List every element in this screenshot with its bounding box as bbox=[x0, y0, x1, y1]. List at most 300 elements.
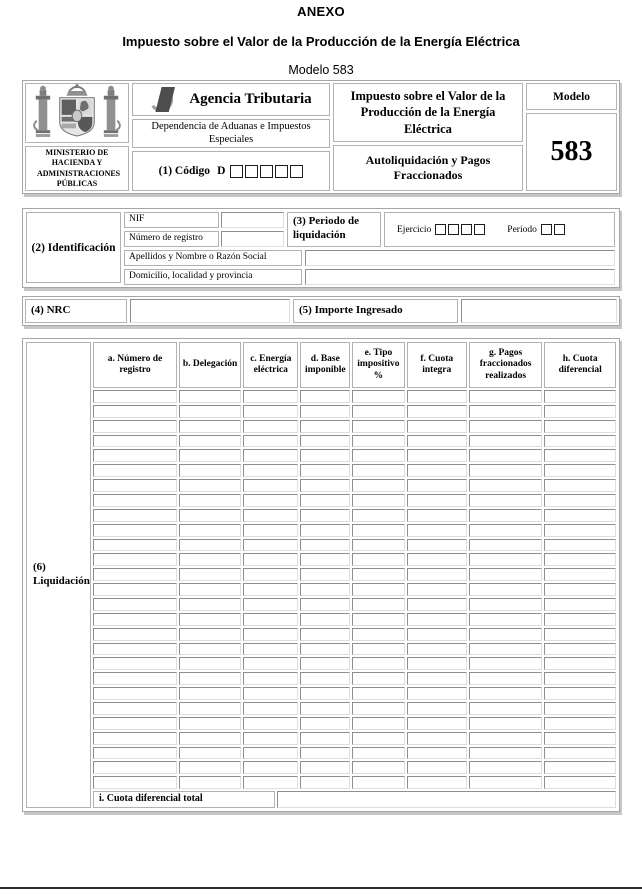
liquidacion-cell-r16-b[interactable] bbox=[179, 613, 241, 626]
liquidacion-cell-r15-d[interactable] bbox=[300, 598, 350, 611]
codigo-box-4[interactable] bbox=[275, 165, 288, 178]
periodo-box-1[interactable] bbox=[541, 224, 552, 235]
nif-label: NIF bbox=[124, 212, 219, 228]
liquidacion-cell-r22-g[interactable] bbox=[469, 702, 543, 715]
liquidacion-cell-r11-e[interactable] bbox=[352, 539, 405, 552]
liquidacion-cell-r23-g[interactable] bbox=[469, 717, 543, 730]
liquidacion-cell-r9-b[interactable] bbox=[179, 509, 241, 522]
liquidacion-cell-r14-f[interactable] bbox=[407, 583, 467, 596]
liquidacion-cell-r17-f[interactable] bbox=[407, 628, 467, 641]
liquidacion-cell-r4-h[interactable] bbox=[544, 435, 616, 448]
liquidacion-cell-r14-c[interactable] bbox=[243, 583, 298, 596]
table-row bbox=[93, 672, 616, 685]
liquidacion-cell-r15-a[interactable] bbox=[93, 598, 177, 611]
liquidacion-cell-r4-g[interactable] bbox=[469, 435, 543, 448]
liquidacion-cell-r14-b[interactable] bbox=[179, 583, 241, 596]
liquidacion-cell-r22-c[interactable] bbox=[243, 702, 298, 715]
table-row bbox=[93, 524, 616, 537]
liquidacion-cell-r6-e[interactable] bbox=[352, 464, 405, 477]
liquidacion-cell-r1-h[interactable] bbox=[544, 390, 616, 403]
liquidacion-cell-r6-d[interactable] bbox=[300, 464, 350, 477]
liquidacion-cell-r18-c[interactable] bbox=[243, 643, 298, 656]
liquidacion-cell-r21-g[interactable] bbox=[469, 687, 543, 700]
header-agency-column bbox=[132, 83, 330, 191]
table-row bbox=[93, 598, 616, 611]
liquidacion-cell-r26-d[interactable] bbox=[300, 761, 350, 774]
liquidacion-cell-r3-e[interactable] bbox=[352, 420, 405, 433]
liquidacion-cell-r22-f[interactable] bbox=[407, 702, 467, 715]
liquidacion-cell-r15-h[interactable] bbox=[544, 598, 616, 611]
periodo-liquidacion-label: (3) Periodo de liquidación bbox=[287, 212, 381, 247]
liquidacion-cell-r6-g[interactable] bbox=[469, 464, 543, 477]
liquidacion-cell-r9-a[interactable] bbox=[93, 509, 177, 522]
nrc-label: (4) NRC bbox=[25, 299, 127, 323]
liquidacion-cell-r2-d[interactable] bbox=[300, 405, 350, 418]
liquidacion-cell-r27-h[interactable] bbox=[544, 776, 616, 789]
liquidacion-cell-r14-d[interactable] bbox=[300, 583, 350, 596]
liquidacion-cell-r10-g[interactable] bbox=[469, 524, 543, 537]
liquidacion-cell-r26-g[interactable] bbox=[469, 761, 543, 774]
liquidacion-cell-r7-d[interactable] bbox=[300, 479, 350, 492]
liquidacion-cell-r19-a[interactable] bbox=[93, 657, 177, 670]
table-row bbox=[93, 449, 616, 462]
page-subtitle: Impuesto sobre el Valor de la Producción de la Energía Eléctrica bbox=[122, 34, 520, 49]
agency-dept: Dependencia de Aduanas e Impuestos Especiales bbox=[132, 119, 330, 148]
liquidacion-cell-r13-g[interactable] bbox=[469, 568, 543, 581]
liquidacion-cell-r18-d[interactable] bbox=[300, 643, 350, 656]
agency-name: Agencia Tributaria bbox=[189, 91, 312, 107]
liquidacion-cell-r19-f[interactable] bbox=[407, 657, 467, 670]
liquidacion-cell-r4-a[interactable] bbox=[93, 435, 177, 448]
liquidacion-cell-r6-a[interactable] bbox=[93, 464, 177, 477]
page-bottom-rule bbox=[0, 887, 642, 889]
liquidacion-cell-r17-b[interactable] bbox=[179, 628, 241, 641]
liquidacion-cell-r11-d[interactable] bbox=[300, 539, 350, 552]
cuota-diferencial-total-label: i. Cuota diferencial total bbox=[93, 791, 275, 808]
liquidacion-cell-r13-h[interactable] bbox=[544, 568, 616, 581]
liquidacion-cell-r25-g[interactable] bbox=[469, 747, 543, 760]
liquidacion-cell-r19-d[interactable] bbox=[300, 657, 350, 670]
liquidacion-cell-r27-c[interactable] bbox=[243, 776, 298, 789]
liquidacion-cell-r7-b[interactable] bbox=[179, 479, 241, 492]
liquidacion-cell-r5-a[interactable] bbox=[93, 449, 177, 462]
spain-coat-of-arms-icon bbox=[31, 84, 123, 142]
column-header-c: c. Energía eléctrica bbox=[243, 342, 298, 388]
liquidacion-cell-r8-a[interactable] bbox=[93, 494, 177, 507]
liquidacion-cell-r8-b[interactable] bbox=[179, 494, 241, 507]
liquidacion-cell-r20-c[interactable] bbox=[243, 672, 298, 685]
liquidacion-total-row bbox=[93, 791, 616, 808]
liquidacion-cell-r18-e[interactable] bbox=[352, 643, 405, 656]
liquidacion-cell-r2-e[interactable] bbox=[352, 405, 405, 418]
liquidacion-cell-r7-g[interactable] bbox=[469, 479, 543, 492]
liquidacion-cell-r27-e[interactable] bbox=[352, 776, 405, 789]
liquidacion-cell-r19-g[interactable] bbox=[469, 657, 543, 670]
column-header-g: g. Pagos fraccionados realizados bbox=[469, 342, 543, 388]
liquidacion-cell-r24-e[interactable] bbox=[352, 732, 405, 745]
liquidacion-cell-r26-h[interactable] bbox=[544, 761, 616, 774]
liquidacion-cell-r9-e[interactable] bbox=[352, 509, 405, 522]
liquidacion-cell-r21-c[interactable] bbox=[243, 687, 298, 700]
liquidacion-cell-r17-g[interactable] bbox=[469, 628, 543, 641]
liquidacion-cell-r10-a[interactable] bbox=[93, 524, 177, 537]
table-row bbox=[93, 687, 616, 700]
table-row bbox=[93, 539, 616, 552]
liquidacion-cell-r24-a[interactable] bbox=[93, 732, 177, 745]
liquidacion-cell-r21-e[interactable] bbox=[352, 687, 405, 700]
table-row bbox=[93, 479, 616, 492]
liquidacion-cell-r21-a[interactable] bbox=[93, 687, 177, 700]
apellidos-label: Apellidos y Nombre o Razón Social bbox=[124, 250, 302, 266]
ejercicio-box-2[interactable] bbox=[448, 224, 459, 235]
liquidacion-cell-r15-g[interactable] bbox=[469, 598, 543, 611]
modelo-label-cell: Modelo bbox=[526, 83, 617, 110]
domicilio-label: Domicilio, localidad y provincia bbox=[124, 269, 302, 285]
liquidacion-cell-r3-b[interactable] bbox=[179, 420, 241, 433]
liquidacion-cell-r21-h[interactable] bbox=[544, 687, 616, 700]
liquidacion-cell-r11-g[interactable] bbox=[469, 539, 543, 552]
liquidacion-cell-r27-a[interactable] bbox=[93, 776, 177, 789]
liquidacion-cell-r11-f[interactable] bbox=[407, 539, 467, 552]
liquidacion-cell-r3-a[interactable] bbox=[93, 420, 177, 433]
liquidacion-cell-r10-f[interactable] bbox=[407, 524, 467, 537]
numero-registro-label: Número de registro bbox=[124, 231, 219, 247]
liquidacion-cell-r23-d[interactable] bbox=[300, 717, 350, 730]
liquidacion-cell-r23-h[interactable] bbox=[544, 717, 616, 730]
codigo-cell bbox=[132, 151, 330, 191]
liquidacion-cell-r8-f[interactable] bbox=[407, 494, 467, 507]
table-row bbox=[93, 717, 616, 730]
liquidacion-cell-r5-e[interactable] bbox=[352, 449, 405, 462]
liquidacion-cell-r9-g[interactable] bbox=[469, 509, 543, 522]
liquidacion-cell-r13-f[interactable] bbox=[407, 568, 467, 581]
liquidacion-cell-r24-h[interactable] bbox=[544, 732, 616, 745]
liquidacion-cell-r11-a[interactable] bbox=[93, 539, 177, 552]
liquidacion-cell-r16-a[interactable] bbox=[93, 613, 177, 626]
liquidacion-cell-r16-e[interactable] bbox=[352, 613, 405, 626]
liquidacion-cell-r19-h[interactable] bbox=[544, 657, 616, 670]
table-row bbox=[93, 390, 616, 403]
header-tax-column bbox=[333, 83, 523, 191]
liquidacion-cell-r26-e[interactable] bbox=[352, 761, 405, 774]
liquidacion-cell-r20-f[interactable] bbox=[407, 672, 467, 685]
liquidacion-cell-r25-a[interactable] bbox=[93, 747, 177, 760]
liquidacion-cell-r26-f[interactable] bbox=[407, 761, 467, 774]
liquidacion-cell-r3-d[interactable] bbox=[300, 420, 350, 433]
cuota-diferencial-total-input[interactable] bbox=[277, 791, 616, 808]
liquidacion-cell-r20-g[interactable] bbox=[469, 672, 543, 685]
nif-input[interactable] bbox=[221, 212, 284, 228]
tax-subtitle-cell: Autoliquidación y Pagos Fraccionados bbox=[333, 145, 523, 191]
liquidacion-cell-r9-f[interactable] bbox=[407, 509, 467, 522]
liquidacion-cell-r21-d[interactable] bbox=[300, 687, 350, 700]
liquidacion-cell-r26-c[interactable] bbox=[243, 761, 298, 774]
liquidacion-cell-r14-a[interactable] bbox=[93, 583, 177, 596]
table-row bbox=[93, 435, 616, 448]
liquidacion-cell-r16-h[interactable] bbox=[544, 613, 616, 626]
liquidacion-cell-r19-c[interactable] bbox=[243, 657, 298, 670]
liquidacion-cell-r1-b[interactable] bbox=[179, 390, 241, 403]
liquidacion-cell-r9-d[interactable] bbox=[300, 509, 350, 522]
liquidacion-cell-r18-h[interactable] bbox=[544, 643, 616, 656]
liquidacion-cell-r27-b[interactable] bbox=[179, 776, 241, 789]
liquidacion-cell-r26-a[interactable] bbox=[93, 761, 177, 774]
liquidacion-cell-r12-h[interactable] bbox=[544, 553, 616, 566]
table-row bbox=[93, 732, 616, 745]
agency-name-cell bbox=[132, 83, 330, 116]
liquidacion-cell-r6-f[interactable] bbox=[407, 464, 467, 477]
liquidacion-body bbox=[93, 390, 616, 789]
importe-ingresado-input[interactable] bbox=[461, 299, 617, 323]
liquidacion-cell-r14-e[interactable] bbox=[352, 583, 405, 596]
table-row bbox=[93, 702, 616, 715]
header-ministry-column bbox=[25, 83, 129, 191]
liquidacion-cell-r17-a[interactable] bbox=[93, 628, 177, 641]
liquidacion-cell-r23-c[interactable] bbox=[243, 717, 298, 730]
liquidacion-cell-r8-h[interactable] bbox=[544, 494, 616, 507]
ejercicio-box-4[interactable] bbox=[474, 224, 485, 235]
liquidacion-cell-r16-g[interactable] bbox=[469, 613, 543, 626]
title-block bbox=[0, 4, 642, 77]
liquidacion-cell-r25-f[interactable] bbox=[407, 747, 467, 760]
domicilio-input[interactable] bbox=[305, 269, 615, 285]
liquidacion-cell-r27-f[interactable] bbox=[407, 776, 467, 789]
codigo-box-5[interactable] bbox=[290, 165, 303, 178]
liquidacion-cell-r20-e[interactable] bbox=[352, 672, 405, 685]
liquidacion-cell-r15-c[interactable] bbox=[243, 598, 298, 611]
liquidacion-cell-r2-b[interactable] bbox=[179, 405, 241, 418]
page-title: ANEXO bbox=[297, 4, 345, 19]
liquidacion-cell-r23-f[interactable] bbox=[407, 717, 467, 730]
liquidacion-cell-r25-c[interactable] bbox=[243, 747, 298, 760]
table-row bbox=[93, 420, 616, 433]
liquidacion-cell-r8-d[interactable] bbox=[300, 494, 350, 507]
liquidacion-label: (6) Liquidación bbox=[26, 342, 91, 808]
column-header-b: b. Delegación bbox=[179, 342, 241, 388]
liquidacion-cell-r2-f[interactable] bbox=[407, 405, 467, 418]
liquidacion-cell-r15-e[interactable] bbox=[352, 598, 405, 611]
liquidacion-cell-r3-g[interactable] bbox=[469, 420, 543, 433]
identification-label: (2) Identificación bbox=[26, 212, 121, 283]
liquidacion-section bbox=[22, 338, 620, 812]
liquidacion-cell-r17-e[interactable] bbox=[352, 628, 405, 641]
liquidacion-cell-r20-a[interactable] bbox=[93, 672, 177, 685]
liquidacion-cell-r16-c[interactable] bbox=[243, 613, 298, 626]
liquidacion-cell-r17-h[interactable] bbox=[544, 628, 616, 641]
liquidacion-cell-r27-g[interactable] bbox=[469, 776, 543, 789]
liquidacion-cell-r3-f[interactable] bbox=[407, 420, 467, 433]
liquidacion-cell-r16-d[interactable] bbox=[300, 613, 350, 626]
liquidacion-cell-r17-d[interactable] bbox=[300, 628, 350, 641]
liquidacion-cell-r23-a[interactable] bbox=[93, 717, 177, 730]
apellidos-input[interactable] bbox=[305, 250, 615, 266]
liquidacion-cell-r12-g[interactable] bbox=[469, 553, 543, 566]
table-row bbox=[93, 568, 616, 581]
liquidacion-cell-r10-c[interactable] bbox=[243, 524, 298, 537]
nrc-input[interactable] bbox=[130, 299, 290, 323]
liquidacion-cell-r12-d[interactable] bbox=[300, 553, 350, 566]
liquidacion-cell-r5-f[interactable] bbox=[407, 449, 467, 462]
codigo-box-3[interactable] bbox=[260, 165, 273, 178]
liquidacion-cell-r24-f[interactable] bbox=[407, 732, 467, 745]
codigo-box-1[interactable] bbox=[230, 165, 243, 178]
liquidacion-cell-r26-b[interactable] bbox=[179, 761, 241, 774]
liquidacion-cell-r13-e[interactable] bbox=[352, 568, 405, 581]
periodo-box-2[interactable] bbox=[554, 224, 565, 235]
liquidacion-cell-r18-a[interactable] bbox=[93, 643, 177, 656]
liquidacion-cell-r11-c[interactable] bbox=[243, 539, 298, 552]
liquidacion-cell-r4-e[interactable] bbox=[352, 435, 405, 448]
liquidacion-cell-r18-b[interactable] bbox=[179, 643, 241, 656]
liquidacion-cell-r6-c[interactable] bbox=[243, 464, 298, 477]
ejercicio-box-1[interactable] bbox=[435, 224, 446, 235]
agencia-tributaria-logo-icon bbox=[150, 86, 184, 113]
liquidacion-cell-r20-b[interactable] bbox=[179, 672, 241, 685]
liquidacion-cell-r8-c[interactable] bbox=[243, 494, 298, 507]
liquidacion-cell-r14-h[interactable] bbox=[544, 583, 616, 596]
liquidacion-cell-r24-c[interactable] bbox=[243, 732, 298, 745]
liquidacion-cell-r13-d[interactable] bbox=[300, 568, 350, 581]
header-table bbox=[22, 80, 620, 194]
column-header-a: a. Número de registro bbox=[93, 342, 177, 388]
liquidacion-cell-r22-a[interactable] bbox=[93, 702, 177, 715]
liquidacion-cell-r24-g[interactable] bbox=[469, 732, 543, 745]
liquidacion-cell-r2-h[interactable] bbox=[544, 405, 616, 418]
liquidacion-cell-r21-f[interactable] bbox=[407, 687, 467, 700]
tax-title-cell: Impuesto sobre el Valor de la Producción de la Energía Eléctrica bbox=[333, 83, 523, 142]
table-row bbox=[93, 628, 616, 641]
liquidacion-cell-r6-b[interactable] bbox=[179, 464, 241, 477]
liquidacion-cell-r2-a[interactable] bbox=[93, 405, 177, 418]
liquidacion-cell-r27-d[interactable] bbox=[300, 776, 350, 789]
liquidacion-cell-r15-b[interactable] bbox=[179, 598, 241, 611]
codigo-boxes bbox=[228, 165, 303, 178]
table-row bbox=[93, 613, 616, 626]
importe-ingresado-label: (5) Importe Ingresado bbox=[293, 299, 458, 323]
liquidacion-header-row bbox=[93, 342, 616, 388]
liquidacion-cell-r22-h[interactable] bbox=[544, 702, 616, 715]
liquidacion-cell-r13-b[interactable] bbox=[179, 568, 241, 581]
liquidacion-cell-r7-f[interactable] bbox=[407, 479, 467, 492]
liquidacion-cell-r4-c[interactable] bbox=[243, 435, 298, 448]
liquidacion-cell-r24-d[interactable] bbox=[300, 732, 350, 745]
liquidacion-cell-r9-c[interactable] bbox=[243, 509, 298, 522]
liquidacion-cell-r25-d[interactable] bbox=[300, 747, 350, 760]
liquidacion-cell-r12-e[interactable] bbox=[352, 553, 405, 566]
ejercicio-periodo-cell bbox=[384, 212, 615, 247]
liquidacion-cell-r23-b[interactable] bbox=[179, 717, 241, 730]
liquidacion-cell-r5-d[interactable] bbox=[300, 449, 350, 462]
column-header-d: d. Base imponible bbox=[300, 342, 350, 388]
liquidacion-cell-r19-b[interactable] bbox=[179, 657, 241, 670]
ejercicio-label: Ejercicio bbox=[397, 224, 432, 235]
liquidacion-cell-r22-d[interactable] bbox=[300, 702, 350, 715]
liquidacion-cell-r7-a[interactable] bbox=[93, 479, 177, 492]
liquidacion-cell-r3-c[interactable] bbox=[243, 420, 298, 433]
codigo-prefix: D bbox=[217, 165, 226, 177]
column-header-f: f. Cuota integra bbox=[407, 342, 467, 388]
liquidacion-cell-r4-f[interactable] bbox=[407, 435, 467, 448]
liquidacion-cell-r5-h[interactable] bbox=[544, 449, 616, 462]
liquidacion-cell-r1-g[interactable] bbox=[469, 390, 543, 403]
liquidacion-cell-r22-b[interactable] bbox=[179, 702, 241, 715]
liquidacion-cell-r13-c[interactable] bbox=[243, 568, 298, 581]
liquidacion-cell-r1-a[interactable] bbox=[93, 390, 177, 403]
liquidacion-cell-r24-b[interactable] bbox=[179, 732, 241, 745]
table-row bbox=[93, 643, 616, 656]
liquidacion-cell-r11-b[interactable] bbox=[179, 539, 241, 552]
liquidacion-cell-r19-e[interactable] bbox=[352, 657, 405, 670]
table-row bbox=[93, 405, 616, 418]
liquidacion-cell-r2-g[interactable] bbox=[469, 405, 543, 418]
liquidacion-cell-r10-b[interactable] bbox=[179, 524, 241, 537]
liquidacion-cell-r18-g[interactable] bbox=[469, 643, 543, 656]
liquidacion-cell-r20-h[interactable] bbox=[544, 672, 616, 685]
liquidacion-cell-r22-e[interactable] bbox=[352, 702, 405, 715]
liquidacion-cell-r11-h[interactable] bbox=[544, 539, 616, 552]
liquidacion-cell-r8-e[interactable] bbox=[352, 494, 405, 507]
liquidacion-cell-r13-a[interactable] bbox=[93, 568, 177, 581]
page-model-line: Modelo 583 bbox=[288, 63, 354, 77]
liquidacion-cell-r1-f[interactable] bbox=[407, 390, 467, 403]
liquidacion-cell-r20-d[interactable] bbox=[300, 672, 350, 685]
liquidacion-cell-r14-g[interactable] bbox=[469, 583, 543, 596]
liquidacion-cell-r17-c[interactable] bbox=[243, 628, 298, 641]
liquidacion-cell-r1-c[interactable] bbox=[243, 390, 298, 403]
liquidacion-cell-r16-f[interactable] bbox=[407, 613, 467, 626]
liquidacion-cell-r7-e[interactable] bbox=[352, 479, 405, 492]
liquidacion-cell-r4-d[interactable] bbox=[300, 435, 350, 448]
liquidacion-cell-r7-c[interactable] bbox=[243, 479, 298, 492]
liquidacion-cell-r23-e[interactable] bbox=[352, 717, 405, 730]
modelo-number-cell: 583 bbox=[526, 113, 617, 191]
liquidacion-cell-r10-e[interactable] bbox=[352, 524, 405, 537]
liquidacion-cell-r10-d[interactable] bbox=[300, 524, 350, 537]
liquidacion-cell-r25-e[interactable] bbox=[352, 747, 405, 760]
liquidacion-cell-r12-c[interactable] bbox=[243, 553, 298, 566]
ejercicio-box-3[interactable] bbox=[461, 224, 472, 235]
liquidacion-cell-r15-f[interactable] bbox=[407, 598, 467, 611]
liquidacion-cell-r18-f[interactable] bbox=[407, 643, 467, 656]
liquidacion-cell-r12-f[interactable] bbox=[407, 553, 467, 566]
periodo-boxes bbox=[539, 224, 565, 235]
codigo-box-2[interactable] bbox=[245, 165, 258, 178]
liquidacion-cell-r4-b[interactable] bbox=[179, 435, 241, 448]
liquidacion-cell-r3-h[interactable] bbox=[544, 420, 616, 433]
liquidacion-cell-r1-d[interactable] bbox=[300, 390, 350, 403]
liquidacion-cell-r21-b[interactable] bbox=[179, 687, 241, 700]
table-row bbox=[93, 509, 616, 522]
liquidacion-cell-r10-h[interactable] bbox=[544, 524, 616, 537]
periodo-label: Período bbox=[507, 224, 537, 235]
liquidacion-cell-r12-b[interactable] bbox=[179, 553, 241, 566]
numero-registro-input[interactable] bbox=[221, 231, 284, 247]
liquidacion-cell-r5-g[interactable] bbox=[469, 449, 543, 462]
table-row bbox=[93, 553, 616, 566]
liquidacion-cell-r25-h[interactable] bbox=[544, 747, 616, 760]
liquidacion-cell-r6-h[interactable] bbox=[544, 464, 616, 477]
liquidacion-cell-r5-c[interactable] bbox=[243, 449, 298, 462]
liquidacion-cell-r1-e[interactable] bbox=[352, 390, 405, 403]
liquidacion-cell-r7-h[interactable] bbox=[544, 479, 616, 492]
liquidacion-cell-r12-a[interactable] bbox=[93, 553, 177, 566]
liquidacion-cell-r25-b[interactable] bbox=[179, 747, 241, 760]
liquidacion-cell-r9-h[interactable] bbox=[544, 509, 616, 522]
liquidacion-cell-r2-c[interactable] bbox=[243, 405, 298, 418]
liquidacion-table bbox=[93, 342, 616, 808]
liquidacion-cell-r8-g[interactable] bbox=[469, 494, 543, 507]
liquidacion-cell-r5-b[interactable] bbox=[179, 449, 241, 462]
